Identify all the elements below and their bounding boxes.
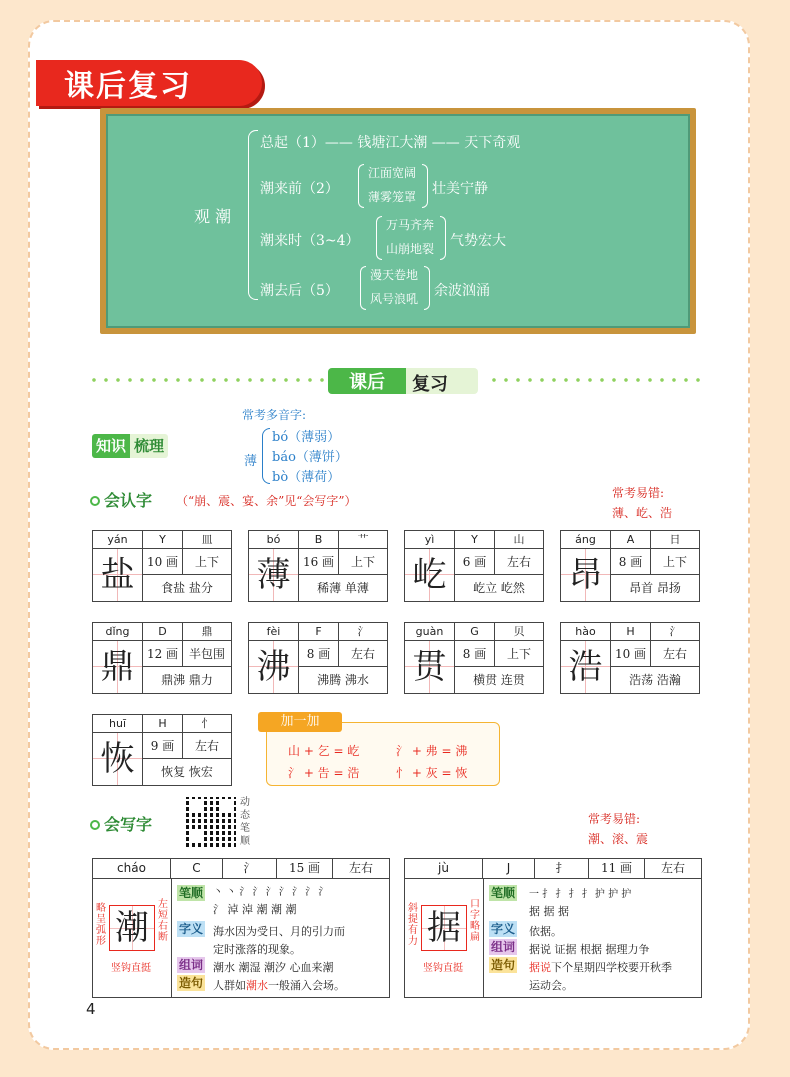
polyphone-brace bbox=[262, 428, 270, 484]
letter: Y bbox=[455, 531, 495, 549]
structure: 上下 bbox=[183, 549, 231, 575]
board-main-brace bbox=[248, 130, 258, 300]
strokes: 15 画 bbox=[277, 859, 333, 878]
board-branch-4a: 漫天卷地 bbox=[370, 268, 419, 282]
pinyin: bó bbox=[249, 531, 299, 549]
stroke-order-2: 据 据 据 bbox=[529, 905, 569, 918]
structure: 左右 bbox=[495, 549, 543, 575]
write-card-ju bbox=[404, 858, 702, 998]
right-note: 口字略扁 bbox=[470, 899, 480, 943]
sentence-cont: 运动会。 bbox=[529, 979, 573, 992]
board-branch-2-head: 潮来前（2） bbox=[260, 181, 339, 197]
radical: 皿 bbox=[201, 533, 213, 546]
board-rbrace-4 bbox=[424, 266, 430, 310]
words: 鼎沸 鼎力 bbox=[161, 673, 213, 687]
char-card-header bbox=[405, 623, 543, 641]
write-title-text: 会写字 bbox=[104, 815, 153, 834]
pinyin: cháo bbox=[93, 859, 171, 878]
write-card-separator bbox=[171, 879, 172, 997]
letter: H bbox=[611, 623, 651, 641]
board-brace-3 bbox=[376, 216, 382, 260]
board-rbrace-3 bbox=[440, 216, 446, 260]
write-card-chao bbox=[92, 858, 390, 998]
letter: C bbox=[171, 859, 223, 878]
board-branch-4-tail: 余波汹涌 bbox=[434, 283, 490, 299]
polyphone-reading-3: bò（薄荷） bbox=[272, 470, 341, 485]
pinyin: yì bbox=[405, 531, 455, 549]
board-branch-3a: 万马齐奔 bbox=[386, 218, 435, 232]
label-words: 组词 bbox=[491, 940, 516, 954]
words: 潮水 潮湿 潮汐 心血来潮 bbox=[213, 961, 334, 974]
char-card bbox=[92, 622, 232, 694]
polyphone-reading-2: báo（薄饼） bbox=[272, 450, 348, 465]
letter: A bbox=[611, 531, 651, 549]
char-card bbox=[560, 530, 700, 602]
write-errors-title: 常考易错: bbox=[588, 812, 641, 826]
board-branch-2b: 薄雾笼罩 bbox=[368, 190, 417, 204]
letter: H bbox=[143, 715, 183, 733]
structure: 左右 bbox=[339, 641, 387, 667]
strokes: 10 画 bbox=[611, 641, 651, 667]
stroke-order-2: 氵 淖 淖 潮 潮 潮 bbox=[213, 903, 297, 916]
structure: 左右 bbox=[660, 861, 685, 875]
add-line-1a: 山 + 乞 = 屹 bbox=[288, 744, 360, 758]
pinyin: guàn bbox=[405, 623, 455, 641]
radical: 日 bbox=[669, 533, 681, 546]
right-note: 左短右断 bbox=[158, 899, 168, 943]
bottom-note: 竖钩直挺 bbox=[111, 963, 151, 974]
left-note: 斜提有力 bbox=[408, 903, 418, 947]
char-card-header bbox=[249, 531, 387, 549]
words: 屹立 屹然 bbox=[473, 581, 525, 595]
letter: F bbox=[299, 623, 339, 641]
pinyin: fèi bbox=[249, 623, 299, 641]
strokes: 8 画 bbox=[299, 641, 339, 667]
char-card bbox=[92, 530, 232, 602]
board-branch-3-head: 潮来时（3~4） bbox=[260, 233, 360, 249]
add-line-2a: 氵 + 告 = 浩 bbox=[288, 766, 360, 780]
words: 沸腾 沸水 bbox=[317, 673, 369, 687]
blackboard bbox=[100, 108, 696, 334]
words: 据说 证据 根据 据理力争 bbox=[529, 943, 650, 956]
sentence-highlight: 潮水 bbox=[246, 979, 268, 992]
char-card bbox=[560, 622, 700, 694]
structure: 半包围 bbox=[183, 641, 231, 667]
polyphone-char: 薄 bbox=[244, 454, 258, 469]
recognize-note: （“崩、震、宴、余”见“会写字”） bbox=[176, 494, 357, 508]
radical: 艹 bbox=[357, 533, 369, 546]
radical: 忄 bbox=[201, 717, 213, 730]
words: 稀薄 单薄 bbox=[317, 581, 369, 595]
write-card-header bbox=[93, 859, 389, 879]
radical: 鼎 bbox=[201, 625, 213, 638]
bullet-icon bbox=[90, 496, 100, 506]
char-card bbox=[404, 622, 544, 694]
polyphone-reading-1: bó（薄弱） bbox=[272, 430, 341, 445]
stroke-order-1: 一 扌 扌 扌 扌 护 护 护 bbox=[529, 889, 632, 900]
meaning-2: 定时涨落的现象。 bbox=[213, 943, 301, 956]
words: 横贯 连贯 bbox=[473, 673, 525, 687]
strokes: 9 画 bbox=[143, 733, 183, 759]
left-note: 略呈弧形 bbox=[96, 903, 106, 947]
pinyin: jù bbox=[405, 859, 483, 878]
write-errors: 潮、滚、震 bbox=[588, 832, 649, 846]
char: 屹 bbox=[405, 549, 455, 601]
char-card-header bbox=[93, 623, 231, 641]
char: 贯 bbox=[405, 641, 455, 693]
divider-dots-left bbox=[88, 378, 324, 382]
pinyin: dǐng bbox=[93, 623, 143, 641]
sentence-highlight: 据说 bbox=[529, 961, 551, 974]
structure: 左右 bbox=[348, 861, 373, 875]
char: 昂 bbox=[561, 549, 611, 601]
divider-dots-right bbox=[488, 378, 706, 382]
board-branch-4b: 风号浪吼 bbox=[370, 292, 419, 306]
write-char: 据 bbox=[421, 905, 467, 951]
add-line-2b: 忄 + 灰 = 恢 bbox=[396, 766, 468, 780]
sentence-part-1: 人群如 bbox=[213, 979, 246, 992]
letter: Y bbox=[143, 531, 183, 549]
board-brace-4 bbox=[360, 266, 366, 310]
meaning-1: 海水因为受日、月的引力而 bbox=[213, 925, 345, 938]
recognize-errors-title: 常考易错: bbox=[612, 486, 665, 500]
sentence-part-1: 下个星期四学校要开秋季 bbox=[551, 961, 672, 974]
knowledge-badge-part-1: 知识 bbox=[92, 434, 130, 458]
char-card bbox=[92, 714, 232, 786]
radical: 氵 bbox=[669, 625, 681, 638]
words: 恢复 恢宏 bbox=[161, 765, 213, 779]
char-card-header bbox=[93, 715, 231, 733]
label-stroke-order: 笔顺 bbox=[179, 886, 204, 900]
label-meaning: 字义 bbox=[179, 922, 204, 936]
label-sentence: 造句 bbox=[179, 976, 204, 990]
strokes: 12 画 bbox=[143, 641, 183, 667]
knowledge-badge-part-2: 梳理 bbox=[130, 434, 168, 458]
write-char: 潮 bbox=[109, 905, 155, 951]
write-card-header bbox=[405, 859, 701, 879]
pinyin: áng bbox=[561, 531, 611, 549]
section-divider bbox=[88, 368, 706, 395]
letter: D bbox=[143, 623, 183, 641]
letter: G bbox=[455, 623, 495, 641]
strokes: 6 画 bbox=[455, 549, 495, 575]
radical: 贝 bbox=[513, 625, 525, 638]
blackboard-surface bbox=[106, 114, 690, 328]
board-branch-4-head: 潮去后（5） bbox=[260, 283, 339, 299]
knowledge-badge bbox=[92, 434, 168, 458]
stroke-order-1: 丶 丶 氵 氵 氵 氵 氵 氵 氵 bbox=[213, 887, 329, 898]
char-card-header bbox=[561, 531, 699, 549]
char: 鼎 bbox=[93, 641, 143, 693]
char: 浩 bbox=[561, 641, 611, 693]
divider-pill bbox=[328, 368, 478, 394]
label-words: 组词 bbox=[179, 958, 204, 972]
board-branch-1: 总起（1）—— 钱塘江大潮 —— 天下奇观 bbox=[260, 135, 521, 151]
pinyin: yán bbox=[93, 531, 143, 549]
words: 昂首 昂扬 bbox=[629, 581, 681, 595]
polyphone-title: 常考多音字: bbox=[242, 408, 307, 422]
letter: B bbox=[299, 531, 339, 549]
bottom-note: 竖钩直挺 bbox=[423, 963, 463, 974]
board-rbrace-2 bbox=[422, 164, 428, 208]
board-branch-2-tail: 壮美宁静 bbox=[432, 181, 488, 197]
board-branch-2a: 江面宽阔 bbox=[368, 166, 417, 180]
char: 薄 bbox=[249, 549, 299, 601]
page-number: 4 bbox=[86, 1000, 96, 1018]
pinyin: huī bbox=[93, 715, 143, 733]
radical: 氵 bbox=[223, 859, 277, 878]
structure: 左右 bbox=[183, 733, 231, 759]
structure: 上下 bbox=[651, 549, 699, 575]
divider-part-2: 复习 bbox=[412, 374, 448, 395]
strokes: 16 画 bbox=[299, 549, 339, 575]
recognize-title-text: 会认字 bbox=[104, 491, 153, 510]
divider-part-1: 课后 bbox=[328, 368, 406, 394]
sentence bbox=[529, 959, 672, 975]
radical: 氵 bbox=[357, 625, 369, 638]
char-card-header bbox=[405, 531, 543, 549]
board-branch-3-tail: 气势宏大 bbox=[450, 233, 506, 249]
strokes: 8 画 bbox=[611, 549, 651, 575]
meaning-1: 依据。 bbox=[529, 925, 562, 938]
bullet-icon bbox=[90, 820, 100, 830]
char-card bbox=[248, 622, 388, 694]
char-card-header bbox=[249, 623, 387, 641]
sentence-part-2: 一般涌入会场。 bbox=[268, 979, 345, 992]
add-tag: 加一加 bbox=[258, 712, 342, 732]
strokes: 10 画 bbox=[143, 549, 183, 575]
char: 恢 bbox=[93, 733, 143, 785]
char: 盐 bbox=[93, 549, 143, 601]
char: 沸 bbox=[249, 641, 299, 693]
radical: 扌 bbox=[535, 859, 589, 878]
strokes: 11 画 bbox=[589, 859, 645, 878]
words: 食盐 盐分 bbox=[161, 581, 213, 595]
pinyin: hào bbox=[561, 623, 611, 641]
char-card bbox=[248, 530, 388, 602]
qr-label: 动态笔顺 bbox=[240, 797, 250, 847]
banner-title: 课后复习 bbox=[36, 60, 262, 106]
structure: 左右 bbox=[651, 641, 699, 667]
strokes: 8 画 bbox=[455, 641, 495, 667]
add-line-1b: 氵 + 弗 = 沸 bbox=[396, 744, 468, 758]
label-stroke-order: 笔顺 bbox=[491, 886, 516, 900]
char-card-header bbox=[561, 623, 699, 641]
recognize-errors: 薄、屹、浩 bbox=[612, 506, 673, 520]
board-branch-3b: 山崩地裂 bbox=[386, 242, 435, 256]
sentence bbox=[213, 977, 345, 993]
label-meaning: 字义 bbox=[491, 922, 516, 936]
words: 浩荡 浩瀚 bbox=[629, 673, 681, 687]
label-sentence: 造句 bbox=[491, 958, 516, 972]
recognize-title bbox=[90, 488, 152, 511]
board-topic: 观 潮 bbox=[194, 207, 232, 226]
board-brace-2 bbox=[358, 164, 364, 208]
structure: 上下 bbox=[339, 549, 387, 575]
letter: J bbox=[483, 859, 535, 878]
structure: 上下 bbox=[495, 641, 543, 667]
radical: 山 bbox=[513, 533, 525, 546]
write-card-separator bbox=[483, 879, 484, 997]
write-title bbox=[90, 812, 152, 835]
qr-code-icon[interactable] bbox=[186, 797, 236, 847]
char-card bbox=[404, 530, 544, 602]
char-card-header bbox=[93, 531, 231, 549]
